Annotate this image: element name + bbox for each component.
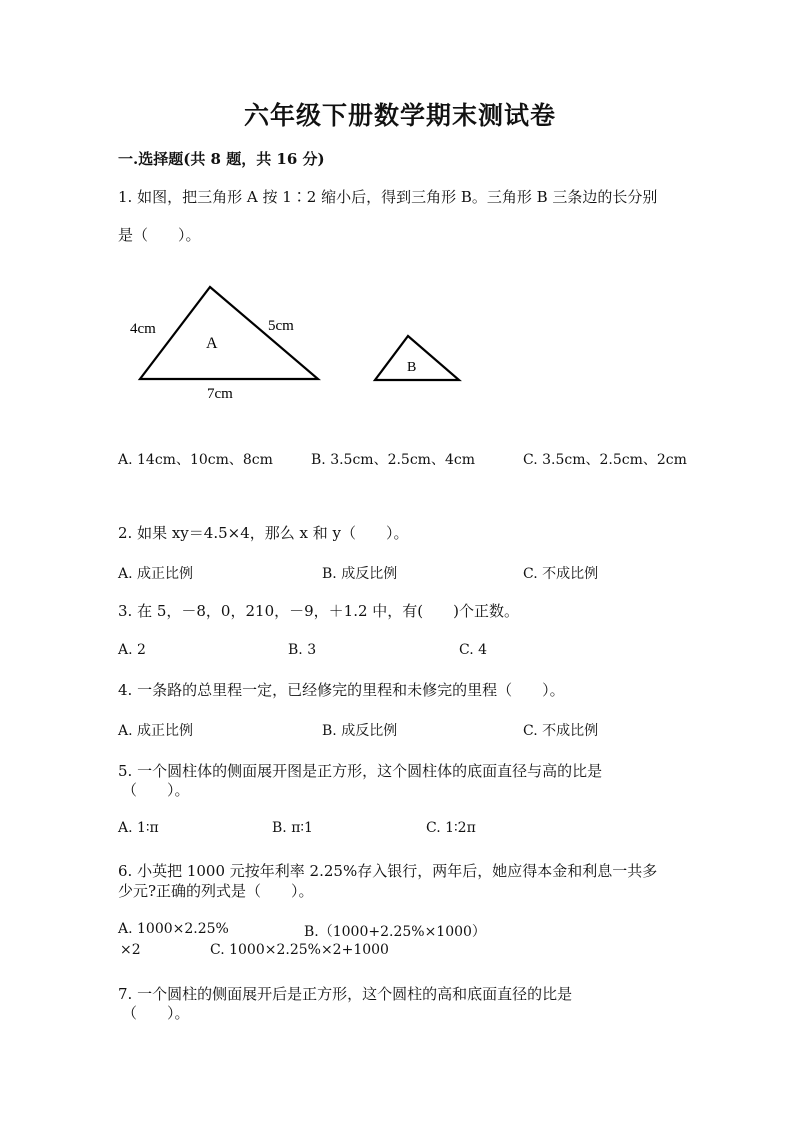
triangle-a-bottom-side-label: 7cm — [207, 386, 233, 402]
question-3-option-a: A. 2 — [118, 642, 146, 658]
question-5-option-a: A. 1∶π — [118, 820, 159, 836]
section-heading: 一.选择题(共 8 题，共 16 分) — [118, 150, 325, 168]
question-4-option-b: B. 成反比例 — [322, 723, 398, 739]
question-6-option-a: A. 1000×2.25% — [118, 921, 229, 937]
question-1-line-2: 是（ ）。 — [118, 226, 201, 244]
page-title: 六年级下册数学期末测试卷 — [243, 101, 556, 130]
triangle-a-right-side-label: 5cm — [268, 318, 294, 334]
question-1-option-c: C. 3.5cm、2.5cm、2cm — [523, 452, 687, 468]
question-1-line-1: 1. 如图，把三角形 A 按 1∶2 缩小后，得到三角形 B。三角形 B 三条边的长分别 — [118, 188, 658, 206]
question-5-option-c: C. 1∶2π — [426, 820, 476, 836]
question-5-line-2: （ ）。 — [122, 781, 190, 799]
question-6-line-2: 少元?正确的列式是（ ）。 — [118, 882, 314, 900]
question-6-option-b: B.（1000+2.25%×1000） — [304, 924, 486, 940]
question-6-option-c: C. 1000×2.25%×2+1000 — [210, 942, 389, 958]
triangle-figure — [110, 272, 480, 412]
question-2-line-1: 2. 如果 xy＝4.5×4，那么 x 和 y（ ）。 — [118, 524, 409, 542]
question-2-option-a: A. 成正比例 — [118, 566, 194, 582]
question-7-line-1: 7. 一个圆柱的侧面展开后是正方形，这个圆柱的高和底面直径的比是 — [118, 985, 573, 1003]
question-1-option-a: A. 14cm、10cm、8cm — [118, 452, 273, 468]
triangle-a-left-side-label: 4cm — [130, 321, 156, 337]
triangle-b-shape — [375, 336, 459, 380]
question-4-option-c: C. 不成比例 — [523, 723, 599, 739]
question-3-line-1: 3. 在 5，－8，0，210，－9，＋1.2 中，有( )个正数。 — [118, 602, 519, 620]
triangle-a-label: A — [206, 335, 218, 352]
question-1-option-b: B. 3.5cm、2.5cm、4cm — [311, 452, 475, 468]
question-7-line-2: （ ）。 — [122, 1004, 190, 1022]
question-2-option-b: B. 成反比例 — [322, 566, 398, 582]
question-5-line-1: 5. 一个圆柱体的侧面展开图是正方形，这个圆柱体的底面直径与高的比是 — [118, 762, 603, 780]
question-4-option-a: A. 成正比例 — [118, 723, 194, 739]
question-6-line-1: 6. 小英把 1000 元按年利率 2.25%存入银行，两年后，她应得本金和利息一共多 — [118, 862, 658, 880]
question-4-line-1: 4. 一条路的总里程一定，已经修完的里程和未修完的里程（ ）。 — [118, 681, 565, 699]
question-3-option-c: C. 4 — [459, 642, 488, 658]
question-2-option-c: C. 不成比例 — [523, 566, 599, 582]
triangle-b-label: B — [407, 360, 417, 375]
question-6-option-b-continued: ×2 — [120, 942, 141, 958]
question-3-option-b: B. 3 — [288, 642, 317, 658]
question-5-option-b: B. π∶1 — [272, 820, 313, 836]
